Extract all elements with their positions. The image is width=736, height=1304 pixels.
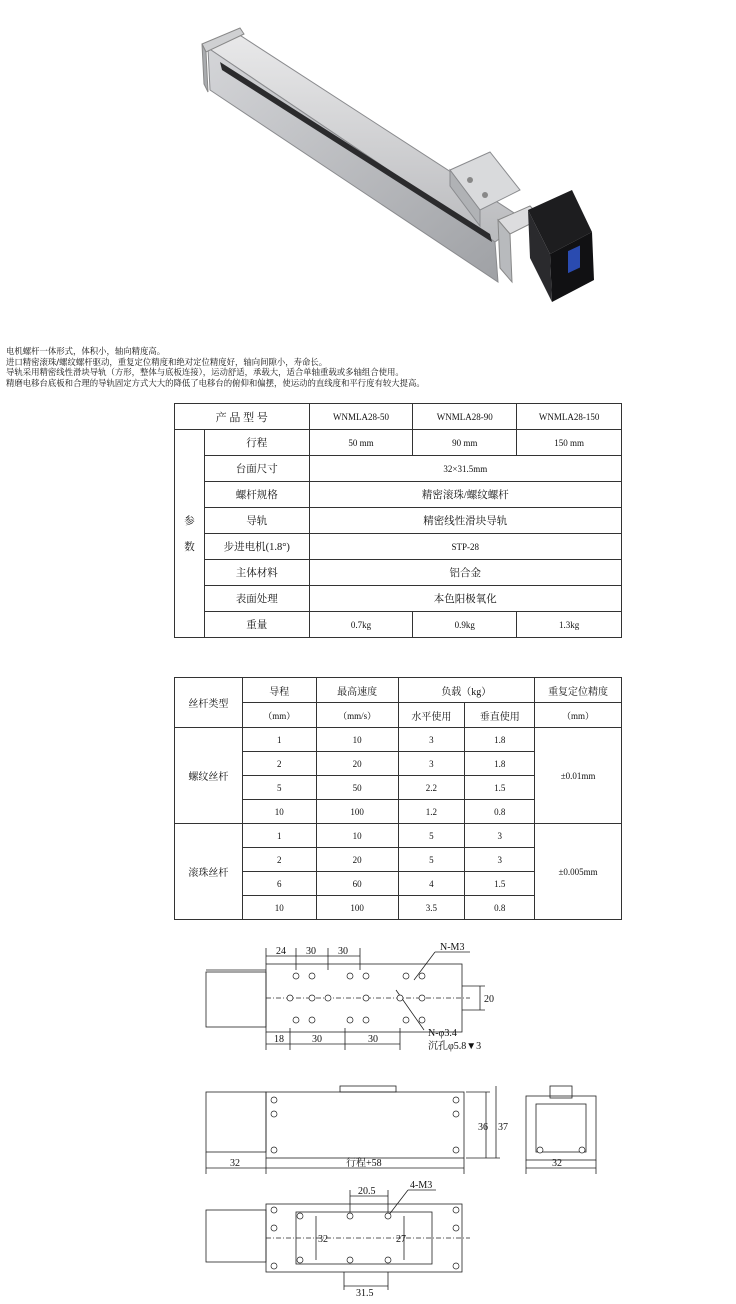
dim-carriage-spacing: 20.5	[358, 1186, 376, 1197]
stroke-label: 行程	[204, 430, 309, 456]
perf-v-cell: 3	[465, 848, 535, 872]
material-value: 铝合金	[309, 560, 621, 586]
perf-lead-cell: 10	[242, 896, 316, 920]
dim-bottom-1: 18	[274, 1034, 284, 1045]
perf-speed-cell: 60	[316, 872, 398, 896]
surface-value: 本色阳极氧化	[309, 586, 621, 612]
intro-line: 进口精密滚珠/螺纹螺杆驱动，重复定位精度和绝对定位精度好，轴向间隙小，寿命长。	[6, 356, 328, 367]
col-load: 负载（kg）	[398, 678, 535, 703]
model-name: WNMLA28-90	[413, 404, 517, 430]
perf-speed-cell: 20	[316, 752, 398, 776]
stroke-value: 90 mm	[413, 430, 517, 456]
perf-h-cell: 1.2	[398, 800, 465, 824]
perf-v-cell: 1.5	[465, 872, 535, 896]
perf-lead-cell: 1	[242, 728, 316, 752]
dim-end-width: 32	[552, 1158, 562, 1169]
param-group-label: 参 数	[175, 430, 205, 638]
note-counterbore: 沉孔φ5.8▼3	[428, 1041, 482, 1052]
col-speed: 最高速度	[316, 678, 398, 703]
performance-table	[174, 677, 622, 920]
dim-carriage-length: 31.5	[356, 1288, 374, 1299]
perf-v-cell: 3	[465, 824, 535, 848]
table-size-label: 台面尺寸	[204, 456, 309, 482]
perf-v-cell: 1.5	[465, 776, 535, 800]
model-name: WNMLA28-50	[309, 404, 413, 430]
product-photo	[180, 20, 610, 320]
perf-lead-cell: 2	[242, 752, 316, 776]
col-lead-unit: （mm）	[242, 703, 316, 728]
col-repeat-unit: （mm）	[535, 703, 622, 728]
perf-speed-cell: 20	[316, 848, 398, 872]
top-view-drawing	[200, 940, 510, 1060]
repeat-accuracy-cell: ±0.005mm	[535, 824, 622, 920]
performance-body	[175, 728, 622, 920]
perf-h-cell: 3.5	[398, 896, 465, 920]
dim-top-2: 30	[306, 946, 316, 957]
dim-side-h2: 37	[498, 1122, 508, 1133]
dim-top-1: 24	[276, 946, 286, 957]
material-label: 主体材料	[204, 560, 309, 586]
col-vertical: 垂直使用	[465, 703, 535, 728]
note-n-hole: N-φ3.4	[428, 1028, 457, 1039]
col-horizontal: 水平使用	[398, 703, 465, 728]
screw-value: 精密滚珠/螺纹螺杆	[309, 482, 621, 508]
dim-side-h1: 36	[478, 1122, 488, 1133]
screw-type-cell: 滚珠丝杆	[175, 824, 243, 920]
side-view-drawing	[200, 1078, 610, 1178]
stroke-value: 50 mm	[309, 430, 413, 456]
screw-type-cell: 螺纹丝杆	[175, 728, 243, 824]
intro-line: 电机螺杆一体形式，体积小，轴向精度高。	[6, 346, 166, 356]
perf-row	[175, 728, 622, 752]
stroke-value: 150 mm	[517, 430, 622, 456]
perf-v-cell: 1.8	[465, 728, 535, 752]
perf-lead-cell: 6	[242, 872, 316, 896]
dim-carriage-width: 32	[318, 1234, 328, 1245]
spec-table	[174, 403, 622, 638]
surface-label: 表面处理	[204, 586, 309, 612]
guide-value: 精密线性滑块导轨	[309, 508, 621, 534]
perf-lead-cell: 5	[242, 776, 316, 800]
carriage-view-drawing	[200, 1180, 510, 1300]
dim-side-stroke: 行程+58	[346, 1158, 382, 1169]
col-speed-unit: （mm/s）	[316, 703, 398, 728]
dim-bottom-3: 30	[368, 1034, 378, 1045]
perf-speed-cell: 10	[316, 728, 398, 752]
dim-side-left: 32	[230, 1158, 240, 1169]
perf-h-cell: 3	[398, 752, 465, 776]
col-type: 丝杆类型	[175, 678, 243, 728]
note-carriage-holes: 4-M3	[410, 1180, 433, 1191]
perf-lead-cell: 10	[242, 800, 316, 824]
screw-label: 螺杆规格	[204, 482, 309, 508]
model-name: WNMLA28-150	[517, 404, 622, 430]
col-lead: 导程	[242, 678, 316, 703]
perf-lead-cell: 1	[242, 824, 316, 848]
perf-h-cell: 3	[398, 728, 465, 752]
weight-value: 0.7kg	[309, 612, 413, 638]
intro-line: 精磨电移台底板和合理的导轨固定方式大大的降低了电移台的俯仰和偏摆，使运动的直线度和平行度有较大提高。	[6, 377, 425, 388]
perf-h-cell: 5	[398, 824, 465, 848]
repeat-accuracy-cell: ±0.01mm	[535, 728, 622, 824]
dim-height: 20	[484, 994, 494, 1005]
perf-h-cell: 4	[398, 872, 465, 896]
weight-value: 0.9kg	[413, 612, 517, 638]
perf-v-cell: 0.8	[465, 800, 535, 824]
perf-lead-cell: 2	[242, 848, 316, 872]
perf-speed-cell: 100	[316, 800, 398, 824]
dim-bottom-2: 30	[312, 1034, 322, 1045]
note-n-m3: N-M3	[440, 942, 465, 953]
guide-label: 导轨	[204, 508, 309, 534]
perf-h-cell: 2.2	[398, 776, 465, 800]
perf-speed-cell: 100	[316, 896, 398, 920]
intro-text	[6, 346, 730, 388]
motor-label: 步进电机(1.8°)	[204, 534, 309, 560]
col-repeat: 重复定位精度	[535, 678, 622, 703]
dim-carriage-height: 27	[396, 1234, 406, 1245]
weight-label: 重量	[204, 612, 309, 638]
motor-value: STP-28	[309, 534, 621, 560]
perf-row	[175, 824, 622, 848]
perf-speed-cell: 10	[316, 824, 398, 848]
dim-top-3: 30	[338, 946, 348, 957]
table-size-value: 32×31.5mm	[309, 456, 621, 482]
perf-v-cell: 0.8	[465, 896, 535, 920]
perf-v-cell: 1.8	[465, 752, 535, 776]
perf-h-cell: 5	[398, 848, 465, 872]
intro-line: 导轨采用精密线性滑块导轨（方形，整体与底板连接），运动舒适，承载大，适合单轴重载或多轴组合使用。	[6, 367, 404, 377]
spec-header-label: 产 品 型 号	[175, 404, 310, 430]
perf-speed-cell: 50	[316, 776, 398, 800]
weight-value: 1.3kg	[517, 612, 622, 638]
